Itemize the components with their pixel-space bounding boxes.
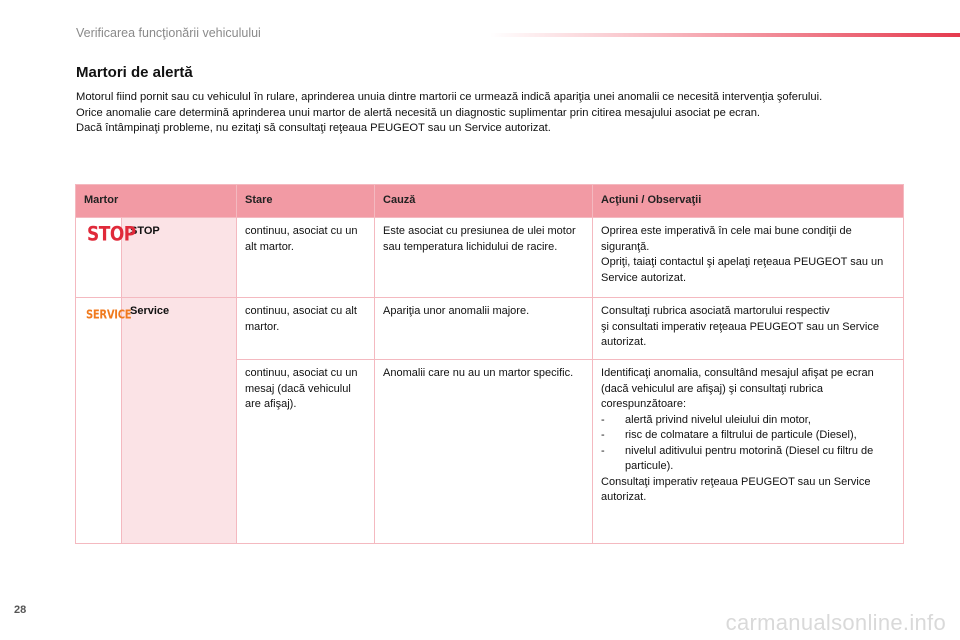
warning-name: STOP bbox=[122, 218, 237, 298]
cause-cell: Este asociat cu presiunea de ulei motor sau temperatura lichidului de racire. bbox=[375, 218, 593, 298]
table-header-row bbox=[76, 185, 904, 218]
action-bullet-text: alertă privind nivelul uleiului din motor, bbox=[625, 413, 811, 426]
state-cell: continuu, asociat cu un mesaj (dacă vehiculul are afişaj). bbox=[237, 360, 375, 544]
action-outro: Consultaţi imperativ reţeaua PEUGEOT sau un Service autorizat. bbox=[601, 475, 871, 503]
intro-line: Motorul fiind pornit sau cu vehiculul în rulare, aprinderea unuia dintre martorii ce urmează indică apariţia unei anomalii ce necesită intervenţia şoferului. bbox=[76, 91, 823, 103]
action-line: Oprirea este imperativă în cele mai bune condiţii de siguranţă. bbox=[601, 225, 852, 253]
action-bullet: - nivelul aditivului pentru motorină (Diesel cu filtru de particule). bbox=[601, 444, 874, 472]
action-line: Opriţi, taiaţi contactul şi apelaţi reţeaua PEUGEOT sau un Service autorizat. bbox=[601, 256, 884, 284]
action-cell bbox=[593, 360, 904, 544]
action-intro: Identificaţi anomalia, consultând mesajul afişat pe ecran (dacă vehiculul are afişaj) şi consultaţi rubrica corespunzătoare: bbox=[601, 367, 874, 410]
icon-cell bbox=[76, 218, 136, 298]
icon-cell bbox=[76, 298, 132, 544]
cause-cell: Apariţia unor anomalii majore. bbox=[375, 298, 593, 360]
action-bullet: - alertă privind nivelul uleiului din motor, bbox=[601, 413, 811, 426]
watermark: carmanualsonline.info bbox=[725, 610, 946, 635]
column-header-martor: Martor bbox=[76, 185, 237, 218]
action-bullet-text: risc de colmatare a filtrului de particule (Diesel), bbox=[625, 429, 857, 441]
running-header: Verificarea funcţionării vehiculului bbox=[76, 26, 261, 40]
column-header-actiuni: Acţiuni / Observaţii bbox=[593, 185, 904, 218]
action-bullet-text: nivelul aditivului pentru motorină (Diesel cu filtru de particule). bbox=[625, 444, 874, 472]
action-line: Consultaţi rubrica asociată martorului respectiv bbox=[601, 305, 830, 317]
state-cell: continuu, asociat cu alt martor. bbox=[237, 298, 375, 360]
intro-text bbox=[76, 90, 936, 137]
action-cell bbox=[593, 218, 904, 298]
header-accent-bar bbox=[490, 33, 960, 37]
cause-cell: Anomalii care nu au un martor specific. bbox=[375, 360, 593, 544]
service-warning-icon: SERVICE bbox=[86, 308, 132, 323]
intro-line: Orice anomalie care determină aprinderea unui martor de alertă necesită un diagnostic suplimentar prin citirea mesajului asociat pe ecran. bbox=[76, 106, 761, 119]
column-header-cauza: Cauză bbox=[375, 185, 593, 218]
action-line: şi consultati imperativ reţeaua PEUGEOT sau un Service autorizat. bbox=[601, 320, 879, 348]
table-row bbox=[76, 218, 904, 298]
section-title: Martori de alertă bbox=[76, 64, 193, 81]
intro-line: Dacă întâmpinaţi probleme, nu ezitaţi să consultaţi reţeaua PEUGEOT sau un Service autorizat. bbox=[76, 122, 551, 134]
state-cell: continuu, asociat cu un alt martor. bbox=[237, 218, 375, 298]
warning-lights-table bbox=[75, 184, 904, 544]
action-cell bbox=[593, 298, 904, 360]
table-row bbox=[76, 298, 904, 360]
page-number: 28 bbox=[14, 604, 27, 616]
column-header-stare: Stare bbox=[237, 185, 375, 218]
action-bullet: - risc de colmatare a filtrului de particule (Diesel), bbox=[601, 429, 857, 441]
warning-name: Service bbox=[122, 298, 237, 544]
stop-warning-icon: STOP bbox=[87, 223, 136, 247]
